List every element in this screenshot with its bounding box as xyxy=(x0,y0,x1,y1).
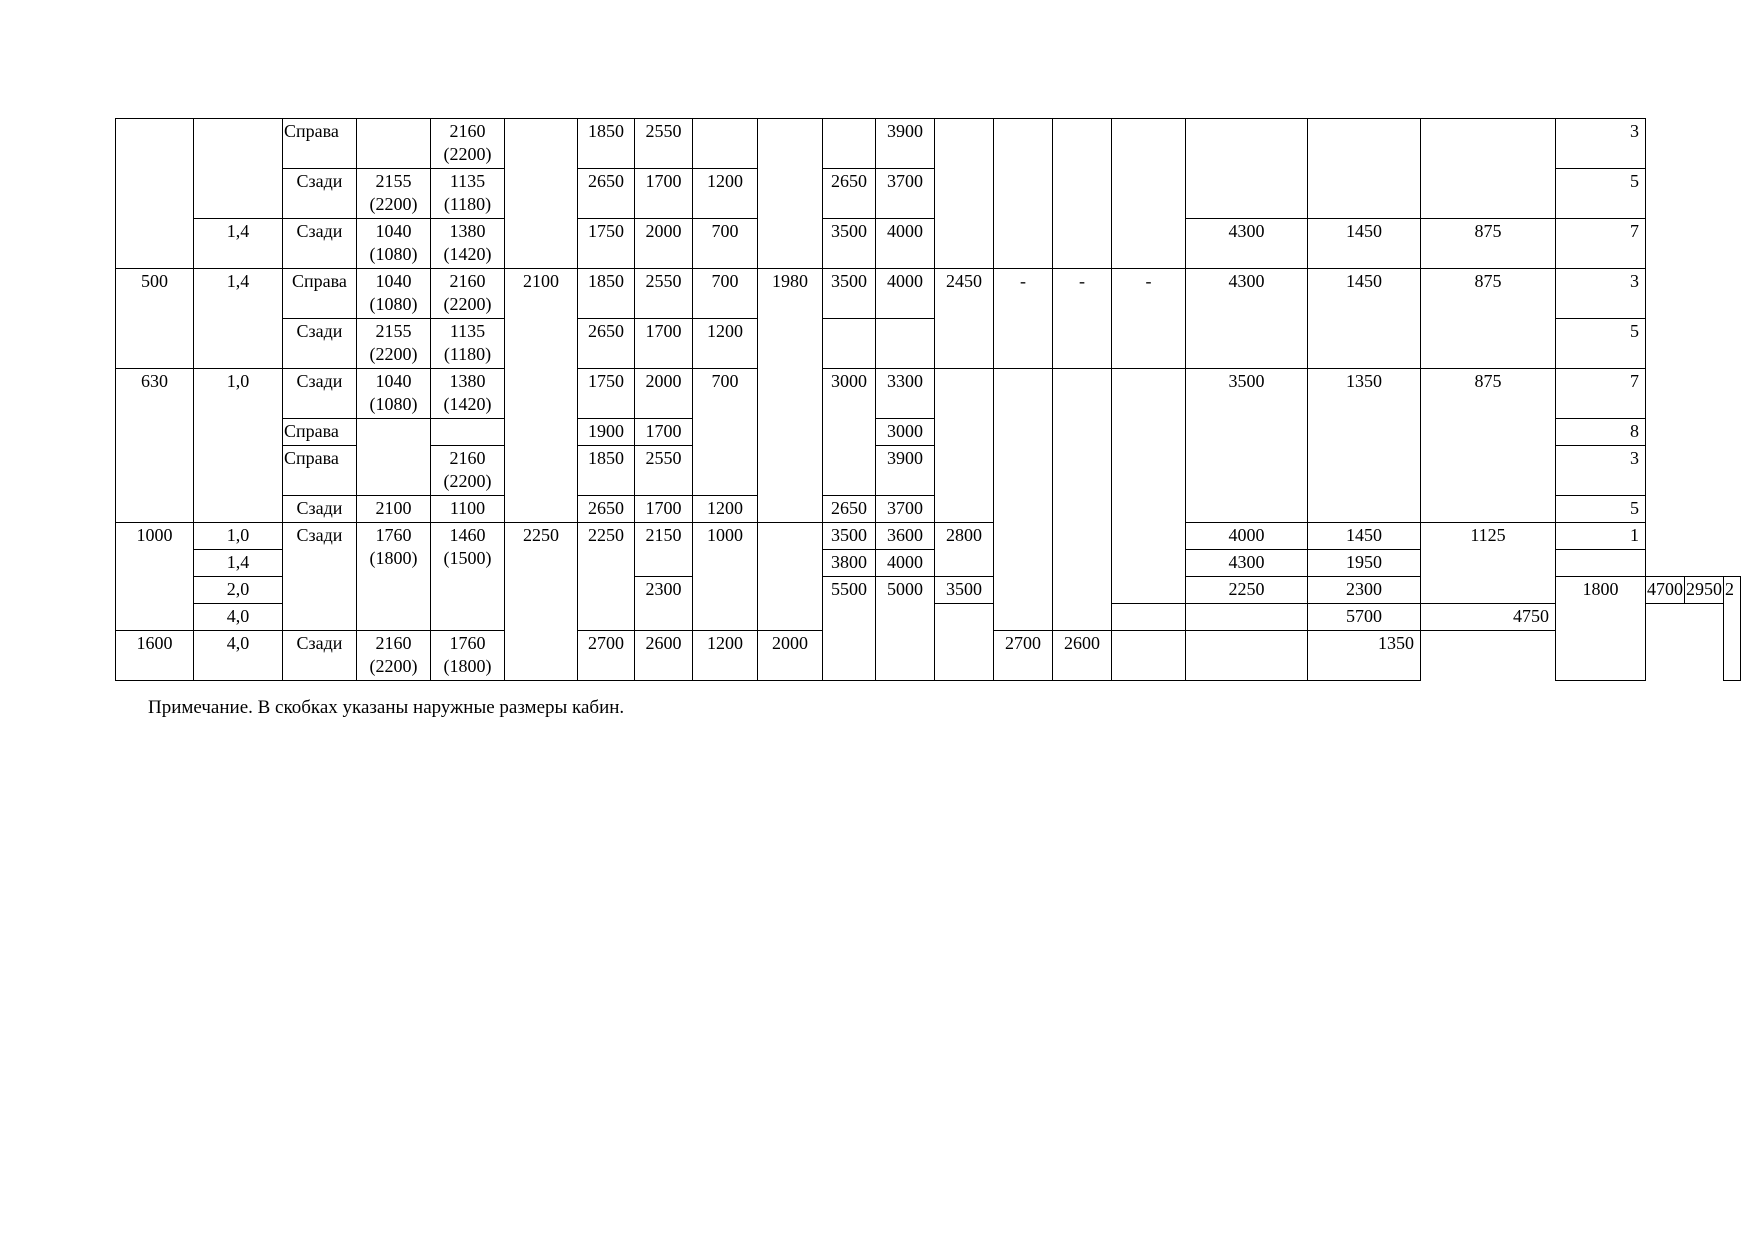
table-cell: 3 xyxy=(1556,119,1646,169)
table-cell xyxy=(876,319,935,369)
table-cell xyxy=(194,119,283,219)
table-cell xyxy=(1186,631,1308,681)
table-cell: 5700 xyxy=(1308,604,1421,631)
table-cell: 5 xyxy=(1556,319,1646,369)
table-cell: 2160 (2200) xyxy=(431,269,505,319)
table-cell: 2700 xyxy=(994,631,1053,681)
table-cell: 4700 xyxy=(1646,577,1685,604)
table-cell xyxy=(935,119,994,269)
elevator-dimensions-table xyxy=(115,118,1741,681)
table-cell: 1100 xyxy=(431,496,505,523)
table-cell: 1,4 xyxy=(194,219,283,269)
table-cell: 1040 (1080) xyxy=(357,269,431,319)
table-cell xyxy=(1053,119,1112,269)
table-cell: Справа xyxy=(283,269,357,319)
table-cell: 1800 xyxy=(1556,577,1646,681)
table-cell: 1040 (1080) xyxy=(357,219,431,269)
table-cell: 5500 xyxy=(823,577,876,681)
table-cell: 3300 xyxy=(876,369,935,419)
table-cell: 2155 (2200) xyxy=(357,169,431,219)
table-cell: 875 xyxy=(1421,369,1556,523)
table-cell: 1000 xyxy=(116,523,194,631)
table-cell xyxy=(758,119,823,269)
table-cell: 1380 (1420) xyxy=(431,369,505,419)
table-cell: 2650 xyxy=(823,496,876,523)
table-cell xyxy=(1421,119,1556,219)
table-cell: 1460 (1500) xyxy=(431,523,505,631)
table-cell: 1980 xyxy=(758,269,823,523)
table-cell: 1700 xyxy=(635,496,693,523)
table-cell: 2300 xyxy=(1308,577,1421,604)
table-cell: 1135 (1180) xyxy=(431,169,505,219)
table-cell: 1450 xyxy=(1308,269,1421,369)
table-cell: 3500 xyxy=(823,523,876,550)
table-cell: 2100 xyxy=(357,496,431,523)
table-cell: - xyxy=(1112,269,1186,369)
table-cell: 1750 xyxy=(578,369,635,419)
table-cell: 2000 xyxy=(635,219,693,269)
table-cell: 5 xyxy=(1556,169,1646,219)
table-cell: 3500 xyxy=(935,577,994,604)
table-cell: 3900 xyxy=(876,446,935,496)
table-cell: 1000 xyxy=(693,523,758,631)
table-cell: 2550 xyxy=(635,119,693,169)
table-cell: 1350 xyxy=(1308,631,1421,681)
table-cell xyxy=(994,119,1053,269)
table-cell: 2000 xyxy=(758,631,823,681)
table-cell: 1900 xyxy=(578,419,635,446)
table-cell: 2250 xyxy=(505,523,578,681)
table-cell xyxy=(693,119,758,169)
table-cell: 1200 xyxy=(693,496,758,523)
table-cell xyxy=(823,319,876,369)
table-cell: 4000 xyxy=(876,550,935,577)
table-cell: 3800 xyxy=(823,550,876,577)
table-cell: 1380 (1420) xyxy=(431,219,505,269)
table-cell: 5000 xyxy=(876,577,935,681)
table-cell xyxy=(1112,631,1186,681)
table-cell: 3900 xyxy=(876,119,935,169)
table-cell xyxy=(1112,604,1186,631)
table-cell: 4750 xyxy=(1421,604,1556,631)
table-cell: 1450 xyxy=(1308,523,1421,550)
table-cell: 700 xyxy=(693,269,758,319)
table-cell: Сзади xyxy=(283,319,357,369)
table-cell: 1700 xyxy=(635,419,693,446)
table-cell: 4300 xyxy=(1186,269,1308,369)
table-cell xyxy=(935,369,994,523)
table-cell: 2300 xyxy=(635,577,693,631)
table-row xyxy=(116,523,1741,550)
table-cell: 700 xyxy=(693,369,758,496)
table-cell: 4,0 xyxy=(194,631,283,681)
table-cell: 2650 xyxy=(578,169,635,219)
table-cell: 875 xyxy=(1421,219,1556,269)
table-row xyxy=(116,219,1741,269)
table-note: Примечание. В скобках указаны наружные размеры кабин. xyxy=(148,697,625,718)
table-cell: 4,0 xyxy=(194,604,283,631)
table-cell: 1,0 xyxy=(194,369,283,523)
table-cell: 1,0 xyxy=(194,523,283,550)
table-cell: 3500 xyxy=(1186,369,1308,523)
table-cell: Сзади xyxy=(283,219,357,269)
table-cell xyxy=(116,119,194,269)
table-cell: Сзади xyxy=(283,523,357,631)
table-cell: 2550 xyxy=(635,446,693,496)
table-cell: 7 xyxy=(1556,369,1646,419)
table-cell: 3500 xyxy=(823,269,876,319)
table-cell: 2155 (2200) xyxy=(357,319,431,369)
table-cell: 3 xyxy=(1556,446,1646,496)
table-cell xyxy=(505,119,578,269)
table-cell: 7 xyxy=(1556,219,1646,269)
table-cell: 1 xyxy=(1556,523,1646,550)
table-cell: 2650 xyxy=(578,319,635,369)
table-cell: 1,4 xyxy=(194,550,283,577)
table-cell: 3700 xyxy=(876,169,935,219)
table-cell: 2550 xyxy=(635,269,693,319)
table-cell: 1125 xyxy=(1421,523,1556,604)
table-cell: 2000 xyxy=(635,369,693,419)
table-cell xyxy=(357,419,431,496)
table-cell xyxy=(431,419,505,446)
table-cell: 1450 xyxy=(1308,219,1421,269)
table-cell: 1760 (1800) xyxy=(357,523,431,631)
table-cell: 700 xyxy=(693,219,758,269)
table-cell: 2800 xyxy=(935,523,994,577)
table-cell: 2600 xyxy=(635,631,693,681)
table-cell: 1600 xyxy=(116,631,194,681)
table-cell: Справа xyxy=(283,119,357,169)
table-cell xyxy=(1053,369,1112,631)
table-cell: 1,4 xyxy=(194,269,283,369)
table-cell: 4000 xyxy=(876,269,935,319)
table-cell: 1200 xyxy=(693,319,758,369)
table-cell: Сзади xyxy=(283,496,357,523)
table-row xyxy=(116,369,1741,419)
table-cell: 1750 xyxy=(578,219,635,269)
table-cell: 2250 xyxy=(1186,577,1308,604)
table-cell: 4000 xyxy=(1186,523,1308,550)
table-cell: 2,0 xyxy=(194,577,283,604)
table-cell: 2100 xyxy=(505,269,578,523)
table-cell: 3000 xyxy=(876,419,935,446)
table-cell: Сзади xyxy=(283,631,357,681)
table-cell: 1850 xyxy=(578,446,635,496)
table-cell xyxy=(1112,369,1186,604)
table-cell: 2450 xyxy=(935,269,994,369)
table-cell: 2650 xyxy=(823,169,876,219)
table-cell: - xyxy=(1053,269,1112,369)
table-cell: 2600 xyxy=(1053,631,1112,681)
table-cell: 8 xyxy=(1556,419,1646,446)
table-cell: 2150 xyxy=(635,523,693,577)
table-cell: 3000 xyxy=(823,369,876,496)
table-cell: 1760 (1800) xyxy=(431,631,505,681)
table-cell: 2160 (2200) xyxy=(357,631,431,681)
table-cell: - xyxy=(994,269,1053,369)
table-cell xyxy=(1112,119,1186,269)
table-cell xyxy=(1186,604,1308,631)
table-cell xyxy=(994,369,1053,631)
table-cell: 1040 (1080) xyxy=(357,369,431,419)
table-cell: 2 xyxy=(1724,577,1741,681)
table-cell: Справа xyxy=(283,419,357,446)
table-cell: 2700 xyxy=(578,631,635,681)
table-cell: 3 xyxy=(1556,269,1646,319)
table-cell: 2650 xyxy=(578,496,635,523)
table-cell: 500 xyxy=(116,269,194,369)
table-cell xyxy=(1556,550,1646,577)
table-cell: 1850 xyxy=(578,119,635,169)
table-cell: 4300 xyxy=(1186,219,1308,269)
table-cell: Справа xyxy=(283,446,357,496)
table-cell: 3700 xyxy=(876,496,935,523)
table-cell xyxy=(1308,119,1421,219)
table-cell: 875 xyxy=(1421,269,1556,369)
table-cell xyxy=(935,604,994,681)
table-cell: 1200 xyxy=(693,631,758,681)
table-cell xyxy=(758,523,823,631)
table-cell: 2160 (2200) xyxy=(431,446,505,496)
table-cell: 5 xyxy=(1556,496,1646,523)
table-cell: 1950 xyxy=(1308,550,1421,577)
table-cell xyxy=(357,119,431,169)
table-cell: 1350 xyxy=(1308,369,1421,523)
table-cell: 1850 xyxy=(578,269,635,319)
table-cell: 4000 xyxy=(876,219,935,269)
table-cell: 1700 xyxy=(635,319,693,369)
table-cell: 3500 xyxy=(823,219,876,269)
table-cell: 4300 xyxy=(1186,550,1308,577)
table-cell xyxy=(823,119,876,169)
table-row xyxy=(116,119,1741,169)
table-row xyxy=(116,269,1741,319)
table-cell: 2250 xyxy=(578,523,635,631)
table-cell: Сзади xyxy=(283,169,357,219)
table-cell: 1200 xyxy=(693,169,758,219)
table-cell: 2950 xyxy=(1685,577,1724,604)
table-cell: 2160 (2200) xyxy=(431,119,505,169)
table-cell: 630 xyxy=(116,369,194,523)
table-cell: Сзади xyxy=(283,369,357,419)
table-cell: 1700 xyxy=(635,169,693,219)
table-cell: 3600 xyxy=(876,523,935,550)
table-cell: 1135 (1180) xyxy=(431,319,505,369)
table-cell xyxy=(1186,119,1308,219)
